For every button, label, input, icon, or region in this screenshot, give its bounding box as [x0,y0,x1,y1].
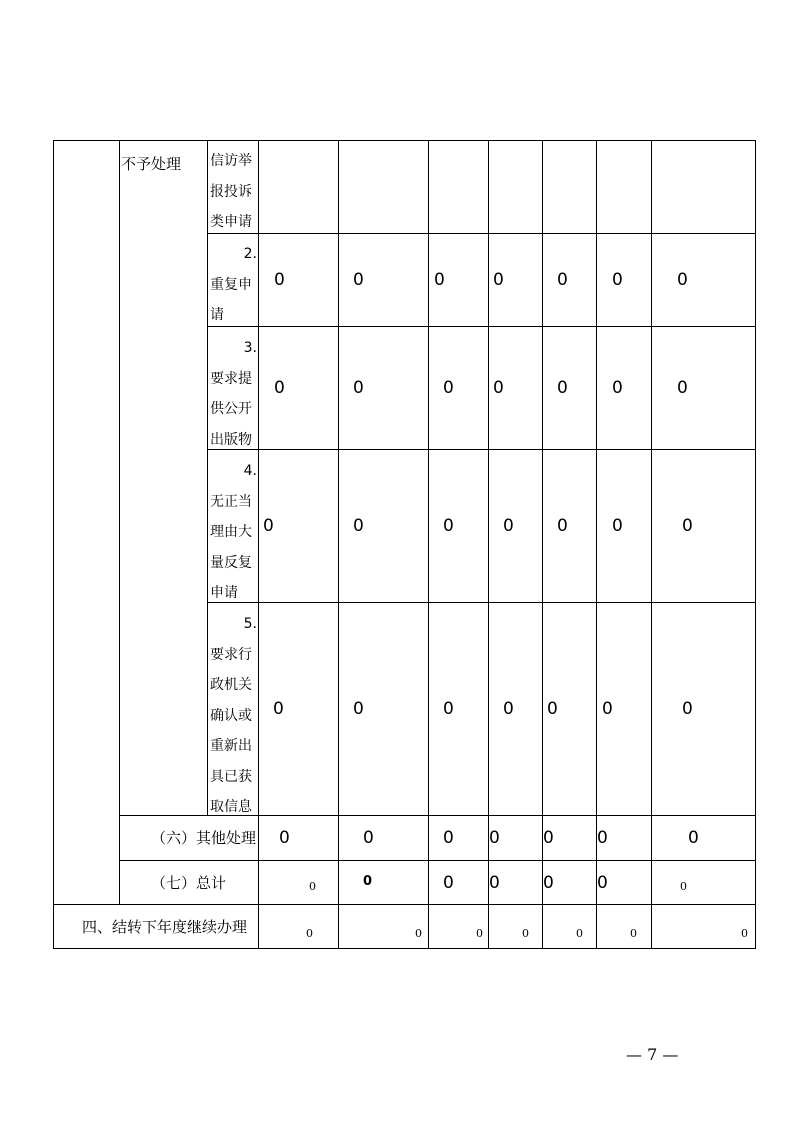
row-label-other: （六）其他处理 [151,829,257,847]
subitem-label [210,146,252,238]
row-label-total: （七）总计 [151,874,227,892]
table-cell: 0 [353,699,364,719]
subitem-line: 具已获 [210,768,252,785]
subitem-line: 取信息 [210,799,252,815]
subitem-line: 无正当 [210,493,252,510]
page-number: — 7 — [626,1045,679,1064]
table-cell: 0 [415,927,422,940]
table-cell: 0 [353,270,364,290]
table-cell: 0 [273,699,284,719]
table-cell: 0 [597,873,608,893]
table-cell: 0 [602,699,613,719]
table-cell: 0 [434,270,445,290]
table-cell: 0 [443,828,454,848]
table-cell: 0 [522,927,529,940]
table-cell: 0 [274,378,285,398]
subitem-line: 重复申 [210,276,252,293]
table-cell: 0 [279,828,290,848]
table-cell: 0 [443,378,454,398]
table-cell: 0 [263,516,274,536]
subitem-label [210,456,257,609]
column-divider [428,140,429,949]
table-cell: 0 [677,270,688,290]
table-cell: 0 [630,927,637,940]
subitem-line: 信访举 [210,153,252,169]
table-cell: 0 [680,880,687,893]
table-cell: 0 [309,880,316,893]
table-cell: 0 [476,927,483,940]
table-cell: 0 [547,699,558,719]
row-divider [207,449,756,450]
subitem-label [210,609,257,823]
table-cell: 0 [543,873,554,893]
subitem-line: 类申请 [210,214,252,230]
table-cell: 0 [493,378,504,398]
table-cell: 0 [557,378,568,398]
subitem-label [210,333,257,455]
table-cell: 0 [557,270,568,290]
table-cell: 0 [612,270,623,290]
table-cell: 0 [363,874,373,889]
row-divider [207,602,756,603]
table-cell: 0 [503,699,514,719]
table-cell: 0 [443,516,454,536]
table-cell: 0 [682,699,693,719]
subitem-line: 请 [210,307,224,323]
table-cell: 0 [353,516,364,536]
table-cell: 0 [688,828,699,848]
table-cell: 0 [612,378,623,398]
table-cell: 0 [543,828,554,848]
table-border-left [53,140,54,949]
subitem-line: 重新出 [210,738,252,754]
table-cell: 0 [741,927,748,940]
table-cell: 0 [489,828,500,848]
subitem-line: 报投诉 [210,183,252,200]
subitem-number: 3. [243,340,257,356]
subitem-number: 5. [243,616,257,632]
row-divider [119,860,756,861]
subitem-line: 申请 [210,585,238,601]
subitem-label [210,239,257,331]
table-cell: 0 [576,927,583,940]
subitem-line: 理由大 [210,524,252,540]
table-cell: 0 [274,270,285,290]
subitem-number: 2. [243,246,257,262]
subitem-line: 出版物 [210,431,252,448]
row-divider [207,326,756,327]
table-cell: 0 [306,927,313,940]
subitem-number: 4. [243,463,257,479]
category-label: 不予处理 [121,155,182,173]
column-divider [258,140,259,949]
table-cell: 0 [489,873,500,893]
row-label-carry: 四、结转下年度继续办理 [82,918,248,936]
row-divider [207,233,756,234]
subitem-line: 量反复 [210,554,252,571]
subitem-line: 确认或 [210,707,252,724]
table-cell: 0 [443,873,454,893]
subitem-line: 要求提 [210,370,252,387]
column-divider [338,140,339,949]
table-cell: 0 [503,516,514,536]
table-cell: 0 [443,699,454,719]
table-cell: 0 [677,378,688,398]
column-divider [207,140,208,816]
table-cell: 0 [493,270,504,290]
column-divider [119,140,120,905]
subitem-line: 政机关 [210,677,252,693]
table-border-right [755,140,756,949]
subitem-line: 供公开 [210,401,252,417]
table-cell: 0 [612,516,623,536]
table-cell: 0 [557,516,568,536]
table-cell: 0 [597,828,608,848]
table-cell: 0 [363,828,374,848]
subitem-line: 要求行 [210,646,252,663]
column-divider [651,140,652,949]
table-cell: 0 [682,516,693,536]
table-cell: 0 [353,378,364,398]
